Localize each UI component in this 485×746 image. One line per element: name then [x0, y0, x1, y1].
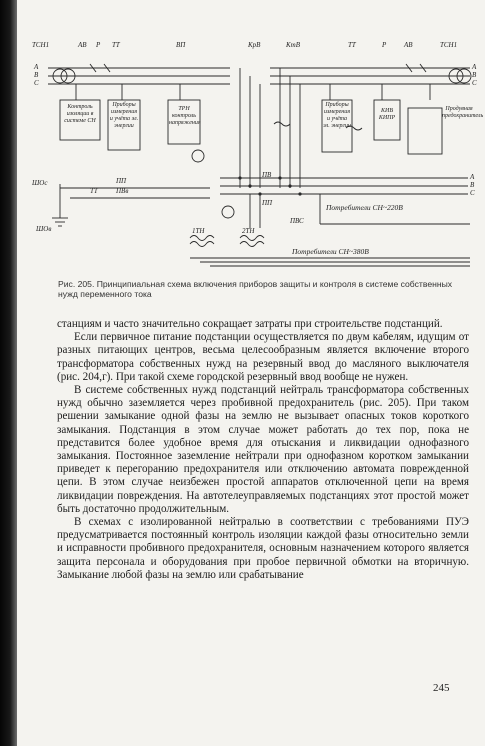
label-tsn-left: ТСН1 — [32, 41, 50, 49]
label-k-pv: КрВ — [248, 41, 261, 49]
box-label-trn: ТРН контроль напряжения — [169, 106, 201, 126]
circuit-diagram-lines — [30, 28, 484, 286]
label-phase-a-left: А — [34, 63, 39, 71]
body-text — [57, 318, 469, 582]
box-label-pribory-right: Приборы измерения и учёта эл. энергии — [323, 102, 351, 129]
label-tn2: 2ТН — [242, 227, 255, 235]
label-consumers-220: Потребители СН~220В — [326, 203, 403, 212]
label-pvs: ПВС — [290, 217, 304, 225]
label-pp-pv: ПП — [116, 177, 127, 185]
label-vp: ВП — [176, 41, 186, 49]
box-label-pribory-left: Приборы измерения и учёта эл. энергии — [109, 102, 139, 129]
label-tn1: 1ТН — [192, 227, 205, 235]
label-shv-top: ШОс — [32, 179, 48, 187]
label-k-tv: КтВ — [286, 41, 300, 49]
label-phase-c-right: С — [472, 79, 477, 87]
label-tt-in: ТТ — [90, 187, 98, 195]
label-pp-pvb: ПВв — [116, 187, 129, 195]
label-r: Р — [96, 41, 101, 49]
label-pv: ПВ — [262, 171, 272, 179]
paragraph: станциям и часто значительно сокращает затраты при строительстве подстанций. — [57, 318, 443, 330]
label-phase-a-right: А — [472, 63, 477, 71]
label-phase-b-left: В — [34, 71, 39, 79]
box-label-izolyacia: Контроль изоляции в системе СН — [64, 104, 96, 124]
book-binding-shadow — [0, 0, 17, 746]
box-label-fuse-side: Продувная предохранитель — [442, 106, 484, 119]
label-phase-b-right: В — [472, 71, 477, 79]
label-shv-bot: ШОв — [36, 225, 52, 233]
box-label-kiv: КИВ КИПР — [378, 108, 396, 121]
label-av: АВ — [78, 41, 87, 49]
paragraph: Если первичное питание подстанции осуществляется по двум кабелям, идущим от разных питающих центров, весьма целесообразным является включение второго трансформатора собственных нужд на резервный ввод до масляного выключателя (рис. 204,г). При такой схеме городской резервный ввод вообще не нужен. — [57, 331, 469, 383]
label-av-right: АВ — [404, 41, 413, 49]
label-consumers-380: Потребители СН~380В — [292, 247, 369, 256]
circuit-diagram — [30, 28, 484, 286]
label-tt-left: ТТ — [112, 41, 120, 49]
paragraph: В системе собственных нужд подстанций нейтраль трансформатора собственных нужд обычно заземляется через пробивной предохранитель (рис. 205). При таком решении замыкание одной фазы на землю не вызывает опасных токов короткого замыкания. Подстанция в этом случае может работать до тех пор, пока не представится более удобное время для отыскания и ликвидации однофазного замыкания. Постоянное заземление нейтрали при однофазном коротком замыкании приведет к перегоранию предохранителя или отключению автомата поврежденной цепи. В этом случае неизбежен простой аппаратов отключенной цепи на время ликвидации повреждения. На автотелеуправляемых подстанциях этот простой может быть достаточно продолжительным. — [57, 384, 469, 515]
label-bus-b: В — [470, 181, 475, 189]
paragraph: В схемах с изолированной нейтралью в соответствии с требованиями ПУЭ предусматривается постоянный контроль изоляции каждой фазы относительно земли и исправности пробивного предохранителя, основным назначением которого является защита персонала и оборудования при пробое первичной обмотки на вторичную. Замыкание любой фазы на землю или срабатывание — [57, 516, 469, 581]
label-pp: ПП — [262, 199, 273, 207]
figure-caption: Рис. 205. Принципиальная схема включения приборов защиты и контроля в системе собственных нужд переменного тока — [58, 279, 453, 299]
page-number: 245 — [433, 682, 450, 694]
label-r-right: Р — [382, 41, 387, 49]
label-tsn-right: ТСН1 — [440, 41, 458, 49]
label-phase-c-left: С — [34, 79, 39, 87]
label-bus-c: С — [470, 189, 475, 197]
label-tt-right: ТТ — [348, 41, 356, 49]
label-bus-a: А — [470, 173, 475, 181]
